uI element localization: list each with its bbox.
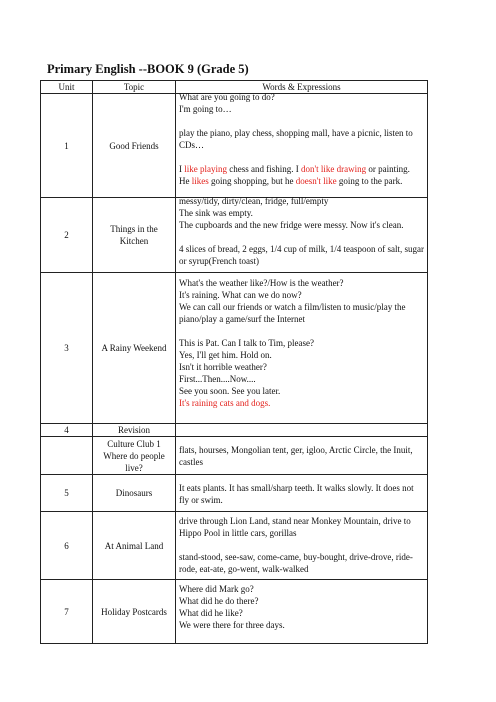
expression-line: 4 slices of bread, 2 eggs, 1/4 cup of milk, 1/4 teaspoon of salt, sugar or syrup(French toast) [179, 244, 424, 266]
text-segment: chess and fishing. I [227, 164, 301, 174]
blank-line [179, 151, 425, 163]
words-cell [176, 424, 428, 437]
topic-cell: Things in the Kitchen [93, 198, 176, 273]
topic-cell: Culture Club 1 Where do people live? [93, 437, 176, 475]
expression-line: flats, hourses, Mongolian tent, ger, igloo, Arctic Circle, the Inuit, castles [179, 445, 413, 467]
topic-cell: Revision [93, 424, 176, 437]
text-segment: He [179, 176, 192, 186]
header-unit: Unit [41, 81, 93, 94]
highlighted-phrase: don't like drawing [301, 164, 367, 174]
vocabulary-table [40, 80, 428, 644]
unit-cell: 6 [41, 512, 93, 580]
highlighted-phrase: likes [191, 176, 209, 186]
topic-cell: Dinosaurs [93, 475, 176, 512]
words-cell [176, 273, 428, 424]
expression-line: It eats plants. It has small/sharp teeth. It walks slowly. It does not fly or swim. [179, 482, 414, 505]
unit-cell: 1 [41, 94, 93, 198]
expression-line: What did he like? [179, 608, 243, 618]
highlighted-phrase: like playing [184, 164, 227, 174]
expression-line: drive through Lion Land, stand near Monkey Mountain, drive to Hippo Pool in little cars, gorillas [179, 516, 411, 538]
expression-line: First...Then....Now.... [179, 374, 256, 384]
unit-cell: 3 [41, 273, 93, 424]
expression-line [179, 163, 425, 175]
expression-line: We were there for three days. [179, 620, 285, 630]
table-row [41, 512, 428, 580]
highlighted-phrase: doesn't like [295, 176, 337, 186]
table-row [41, 437, 428, 475]
blank-line [179, 231, 425, 243]
expression-line: What's the weather like?/How is the weather? [179, 278, 344, 288]
expression-line: Yes, I'll get him. Hold on. [179, 350, 272, 360]
unit-cell: 4 [41, 424, 93, 437]
words-cell [176, 580, 428, 644]
highlighted-phrase: It's raining cats and dogs. [179, 398, 271, 408]
expression-line: See you soon. See you later. [179, 386, 281, 396]
expression-line: messy/tidy, dirty/clean, fridge, full/empty [179, 196, 329, 206]
text-segment: or painting. [366, 164, 410, 174]
expression-line: What are you going to do? [179, 92, 275, 102]
expression-line: Isn't it horrible weather? [179, 362, 267, 372]
expression-line: We can call our friends or watch a film/listen to music/play the piano/play a game/surf the Internet [179, 302, 406, 324]
unit-cell: 2 [41, 198, 93, 273]
expression-line: This is Pat. Can I talk to Tim, please? [179, 338, 314, 348]
words-cell [176, 475, 428, 512]
table-row [41, 94, 428, 198]
words-cell [176, 437, 428, 475]
table-row [41, 273, 428, 424]
text-segment: going shopping, but he [208, 176, 296, 186]
text-segment: going to the park. [336, 176, 403, 186]
topic-cell: Good Friends [93, 94, 176, 198]
expression-line: Where did Mark go? [179, 584, 254, 594]
topic-cell: Holiday Postcards [93, 580, 176, 644]
expression-line: The sink was empty. [179, 208, 253, 218]
table-row [41, 475, 428, 512]
table-row [41, 580, 428, 644]
topic-cell: At Animal Land [93, 512, 176, 580]
expression-line [179, 397, 425, 409]
blank-line [179, 115, 425, 127]
unit-cell: 7 [41, 580, 93, 644]
words-cell [176, 198, 428, 273]
header-topic: Topic [93, 81, 176, 94]
expression-line: I'm going to… [179, 104, 232, 114]
page-title: Primary English --BOOK 9 (Grade 5) [47, 62, 249, 76]
header-words: Words & Expressions [176, 81, 428, 94]
words-cell [176, 94, 428, 198]
unit-cell: 5 [41, 475, 93, 512]
expression-line: stand-stood, see-saw, come-came, buy-bought, drive-drove, ride-rode, eat-ate, go-went, walk-walked [179, 552, 413, 574]
words-cell [176, 512, 428, 580]
topic-cell: A Rainy Weekend [93, 273, 176, 424]
table-row [41, 424, 428, 437]
blank-line [179, 325, 425, 337]
topic-cell-unit [41, 437, 93, 475]
blank-line [179, 539, 425, 551]
expression-line: What did he do there? [179, 596, 259, 606]
expression-line [179, 175, 425, 187]
expression-line: It's raining. What can we do now? [179, 290, 302, 300]
expression-line: The cupboards and the new fridge were messy. Now it's clean. [179, 220, 404, 230]
text-segment: I [179, 164, 185, 174]
table-row [41, 198, 428, 273]
expression-line: play the piano, play chess, shopping mall, have a picnic, listen to CDs… [179, 128, 413, 150]
